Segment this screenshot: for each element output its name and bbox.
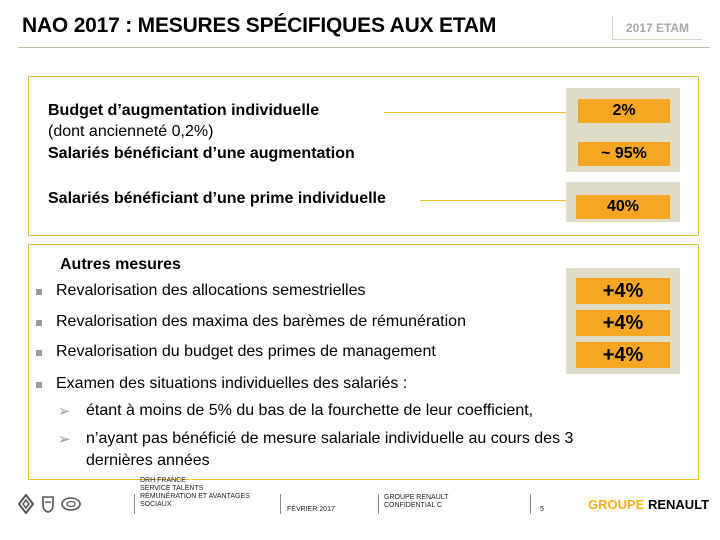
bullet-icon (36, 320, 42, 326)
sub-bullet-no-measure-cont: dernières années (86, 452, 210, 469)
leader-line-budget (384, 112, 570, 113)
leader-line-bonus (420, 200, 568, 201)
budget-value: 2% (578, 99, 670, 123)
footer-separator (530, 494, 531, 514)
renault-logo-icon (18, 494, 34, 514)
footer-separator (134, 494, 135, 514)
other-measures-heading: Autres mesures (60, 256, 181, 273)
bullet-management-bonus: Revalorisation du budget des primes de management (56, 343, 436, 360)
bonus-employees-label: Salariés bénéficiant d’une prime individuelle (48, 190, 386, 207)
title-divider (18, 47, 710, 48)
footer-company: GROUPE RENAULT CONFIDENTIAL C (384, 494, 449, 509)
footer-date: FÉVRIER 2017 (287, 506, 335, 513)
seniority-note: (dont ancienneté 0,2%) (48, 123, 214, 140)
sub-bullet-no-measure: n’ayant pas bénéficié de mesure salariale individuelle au cours des 3 (86, 430, 574, 447)
bullet-individual-review: Examen des situations individuelles des salariés : (56, 375, 408, 392)
allowances-value: +4% (576, 278, 670, 304)
arrow-bullet-icon: ➢ (58, 431, 71, 448)
section-tag: 2017 ETAM (612, 16, 702, 40)
budget-label: Budget d’augmentation individuelle (48, 102, 320, 119)
management-bonus-value: +4% (576, 342, 670, 368)
bullet-icon (36, 382, 42, 388)
bullet-icon (36, 350, 42, 356)
groupe-renault-brand (588, 497, 709, 512)
raise-employees-label: Salariés bénéficiant d’une augmentation (48, 145, 355, 162)
bullet-allowances: Revalorisation des allocations semestrielles (56, 282, 366, 299)
footer-separator (378, 494, 379, 514)
bullet-icon (36, 289, 42, 295)
pay-scales-value: +4% (576, 310, 670, 336)
brand-word-renault: RENAULT (647, 497, 710, 512)
footer-separator (280, 494, 281, 514)
raise-employees-value: ~ 95% (578, 142, 670, 166)
slide-title: NAO 2017 : MESURES SPÉCIFIQUES AUX ETAM (22, 14, 497, 37)
bonus-employees-value: 40% (576, 195, 670, 219)
page-number: 5 (540, 506, 544, 513)
footer-department: DRH FRANCE SERVICE TALENTS RÉMUNÉRATION ET AVANTAGES SOCIAUX (140, 477, 250, 508)
samsung-logo-icon (60, 494, 82, 514)
brand-word-groupe: GROUPE (588, 497, 645, 512)
bullet-pay-scales: Revalorisation des maxima des barèmes de rémunération (56, 313, 466, 330)
arrow-bullet-icon: ➢ (58, 403, 71, 420)
sub-bullet-coefficient: étant à moins de 5% du bas de la fourchette de leur coefficient, (86, 402, 534, 419)
dacia-logo-icon (40, 494, 56, 514)
